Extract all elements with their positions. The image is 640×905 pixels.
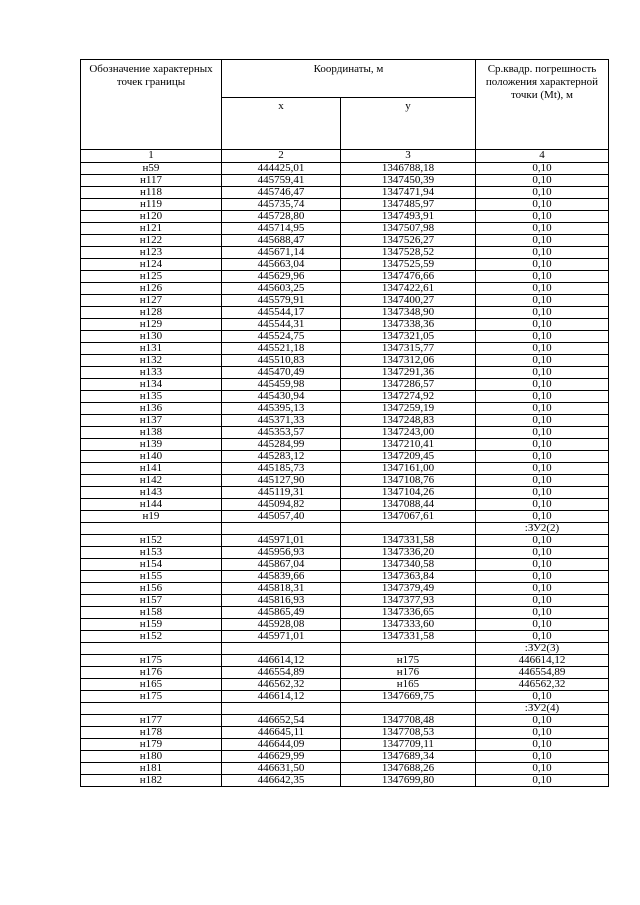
table-row xyxy=(81,187,609,199)
error-cell: 0,10 xyxy=(476,463,609,475)
point-cell: н131 xyxy=(81,343,222,355)
y-cell: 1347312,06 xyxy=(341,355,476,367)
point-cell: н153 xyxy=(81,547,222,559)
x-cell: 445746,47 xyxy=(222,187,341,199)
y-cell: 1347348,90 xyxy=(341,307,476,319)
table-row xyxy=(81,379,609,391)
x-cell: 445430,94 xyxy=(222,391,341,403)
y-cell: 1347699,80 xyxy=(341,775,476,787)
x-cell: 444425,01 xyxy=(222,163,341,175)
point-cell: н182 xyxy=(81,775,222,787)
error-cell: 0,10 xyxy=(476,355,609,367)
table-row xyxy=(81,211,609,223)
table-row xyxy=(81,415,609,427)
x-cell: 445284,99 xyxy=(222,439,341,451)
table-row xyxy=(81,559,609,571)
y-cell: 1347377,93 xyxy=(341,595,476,607)
error-cell: 0,10 xyxy=(476,427,609,439)
error-cell: 0,10 xyxy=(476,535,609,547)
error-cell: 0,10 xyxy=(476,307,609,319)
point-cell: н124 xyxy=(81,259,222,271)
error-cell: 0,10 xyxy=(476,559,609,571)
table-row xyxy=(81,691,609,703)
x-cell: 445971,01 xyxy=(222,631,341,643)
x-cell xyxy=(222,643,341,655)
error-cell: 0,10 xyxy=(476,571,609,583)
x-cell: 446614,12 xyxy=(222,691,341,703)
point-cell: н175 xyxy=(81,655,222,667)
table-row xyxy=(81,163,609,175)
column-number-4: 4 xyxy=(476,150,609,163)
section-row xyxy=(81,703,609,715)
column-number-3: 3 xyxy=(341,150,476,163)
x-cell: 445818,31 xyxy=(222,583,341,595)
table-row xyxy=(81,271,609,283)
y-cell: 1347471,94 xyxy=(341,187,476,199)
y-cell: 1347450,39 xyxy=(341,175,476,187)
point-cell: н159 xyxy=(81,619,222,631)
error-cell: 0,10 xyxy=(476,175,609,187)
point-cell: н137 xyxy=(81,415,222,427)
x-cell: 445688,47 xyxy=(222,235,341,247)
error-cell: 0,10 xyxy=(476,211,609,223)
error-cell: 0,10 xyxy=(476,259,609,271)
y-cell: 1347476,66 xyxy=(341,271,476,283)
table-row xyxy=(81,223,609,235)
point-cell: н129 xyxy=(81,319,222,331)
y-cell: 1347333,60 xyxy=(341,619,476,631)
point-cell: н141 xyxy=(81,463,222,475)
table-row xyxy=(81,427,609,439)
header-row xyxy=(81,60,609,98)
x-cell: 445839,66 xyxy=(222,571,341,583)
y-cell: 1347689,34 xyxy=(341,751,476,763)
point-cell: н139 xyxy=(81,439,222,451)
x-cell: 445521,18 xyxy=(222,343,341,355)
point-cell: н118 xyxy=(81,187,222,199)
point-cell: н136 xyxy=(81,403,222,415)
point-cell: н130 xyxy=(81,331,222,343)
error-cell: 0,10 xyxy=(476,235,609,247)
table-row xyxy=(81,259,609,271)
y-cell xyxy=(341,523,476,535)
column-number-2: 2 xyxy=(222,150,341,163)
error-cell: :ЗУ2(3) xyxy=(476,643,609,655)
error-cell: 0,10 xyxy=(476,583,609,595)
error-cell: 0,10 xyxy=(476,607,609,619)
point-cell: н128 xyxy=(81,307,222,319)
table-row xyxy=(81,583,609,595)
y-cell: 1347259,19 xyxy=(341,403,476,415)
y-cell: 1347688,26 xyxy=(341,763,476,775)
y-cell: 1347331,58 xyxy=(341,631,476,643)
x-cell: 446562,32 xyxy=(222,679,341,691)
point-cell: н133 xyxy=(81,367,222,379)
x-cell: 445956,93 xyxy=(222,547,341,559)
error-cell: 0,10 xyxy=(476,715,609,727)
point-cell: н134 xyxy=(81,379,222,391)
coordinates-table xyxy=(80,59,609,787)
y-cell: 1347709,11 xyxy=(341,739,476,751)
point-cell: н135 xyxy=(81,391,222,403)
error-cell: 0,10 xyxy=(476,391,609,403)
point-cell: н156 xyxy=(81,583,222,595)
x-cell xyxy=(222,523,341,535)
error-cell: 0,10 xyxy=(476,775,609,787)
x-cell: 445510,83 xyxy=(222,355,341,367)
y-cell: 1347340,58 xyxy=(341,559,476,571)
x-cell: 445714,95 xyxy=(222,223,341,235)
table-row xyxy=(81,595,609,607)
error-cell: 446614,12 xyxy=(476,655,609,667)
table-row xyxy=(81,679,609,691)
point-cell: н123 xyxy=(81,247,222,259)
error-cell: 0,10 xyxy=(476,163,609,175)
header-error: Ср.квадр. погрешность положения характерной точки (Mt), м xyxy=(476,60,609,150)
x-cell: 446614,12 xyxy=(222,655,341,667)
error-cell: 0,10 xyxy=(476,199,609,211)
point-cell: н125 xyxy=(81,271,222,283)
x-cell: 445928,08 xyxy=(222,619,341,631)
point-cell: н181 xyxy=(81,763,222,775)
x-cell xyxy=(222,703,341,715)
point-cell: н176 xyxy=(81,667,222,679)
table-row xyxy=(81,535,609,547)
error-cell: 0,10 xyxy=(476,343,609,355)
y-cell: 1347400,27 xyxy=(341,295,476,307)
table-row xyxy=(81,247,609,259)
point-cell: н19 xyxy=(81,511,222,523)
x-cell: 445865,49 xyxy=(222,607,341,619)
y-cell: 1347088,44 xyxy=(341,499,476,511)
table-row xyxy=(81,547,609,559)
table-row xyxy=(81,199,609,211)
point-cell: н132 xyxy=(81,355,222,367)
column-numbers-row xyxy=(81,150,609,163)
x-cell: 445283,12 xyxy=(222,451,341,463)
error-cell: 0,10 xyxy=(476,379,609,391)
column-number-1: 1 xyxy=(81,150,222,163)
error-cell: 0,10 xyxy=(476,283,609,295)
y-cell: 1347363,84 xyxy=(341,571,476,583)
y-cell xyxy=(341,703,476,715)
table-row xyxy=(81,391,609,403)
x-cell: 445971,01 xyxy=(222,535,341,547)
x-cell: 445671,14 xyxy=(222,247,341,259)
point-cell xyxy=(81,703,222,715)
y-cell: 1347331,58 xyxy=(341,535,476,547)
error-cell: 446562,32 xyxy=(476,679,609,691)
y-cell: 1347669,75 xyxy=(341,691,476,703)
point-cell: н165 xyxy=(81,679,222,691)
table-row xyxy=(81,175,609,187)
table-row xyxy=(81,295,609,307)
x-cell: 445603,25 xyxy=(222,283,341,295)
y-cell: 1347210,41 xyxy=(341,439,476,451)
point-cell xyxy=(81,643,222,655)
table-row xyxy=(81,739,609,751)
point-cell: н152 xyxy=(81,631,222,643)
table-row xyxy=(81,331,609,343)
table-row xyxy=(81,403,609,415)
y-cell: 1347321,05 xyxy=(341,331,476,343)
y-cell xyxy=(341,643,476,655)
x-cell: 446629,99 xyxy=(222,751,341,763)
y-cell: 1347291,36 xyxy=(341,367,476,379)
error-cell: 0,10 xyxy=(476,247,609,259)
y-cell: н176 xyxy=(341,667,476,679)
x-cell: 446631,50 xyxy=(222,763,341,775)
error-cell: 0,10 xyxy=(476,499,609,511)
header-y: y xyxy=(341,98,476,150)
error-cell: 0,10 xyxy=(476,727,609,739)
error-cell: 0,10 xyxy=(476,319,609,331)
x-cell: 445816,93 xyxy=(222,595,341,607)
section-row xyxy=(81,523,609,535)
error-cell: 0,10 xyxy=(476,619,609,631)
y-cell: 1347525,59 xyxy=(341,259,476,271)
point-cell: н126 xyxy=(81,283,222,295)
y-cell: 1347493,91 xyxy=(341,211,476,223)
x-cell: 446645,11 xyxy=(222,727,341,739)
table-row xyxy=(81,667,609,679)
x-cell: 445663,04 xyxy=(222,259,341,271)
table-row xyxy=(81,343,609,355)
point-cell: н178 xyxy=(81,727,222,739)
y-cell: 1347315,77 xyxy=(341,343,476,355)
point-cell: н155 xyxy=(81,571,222,583)
error-cell: 0,10 xyxy=(476,691,609,703)
point-cell: н143 xyxy=(81,487,222,499)
error-cell: 0,10 xyxy=(476,271,609,283)
y-cell: 1347526,27 xyxy=(341,235,476,247)
error-cell: 0,10 xyxy=(476,403,609,415)
table-row xyxy=(81,235,609,247)
error-cell: 0,10 xyxy=(476,739,609,751)
table-row xyxy=(81,355,609,367)
x-cell: 445867,04 xyxy=(222,559,341,571)
table-row xyxy=(81,463,609,475)
error-cell: 0,10 xyxy=(476,331,609,343)
point-cell: н175 xyxy=(81,691,222,703)
y-cell: 1347485,97 xyxy=(341,199,476,211)
error-cell: 0,10 xyxy=(476,511,609,523)
table-row xyxy=(81,619,609,631)
point-cell: н144 xyxy=(81,499,222,511)
y-cell: 1347708,53 xyxy=(341,727,476,739)
point-cell: н59 xyxy=(81,163,222,175)
y-cell: 1346788,18 xyxy=(341,163,476,175)
point-cell: н138 xyxy=(81,427,222,439)
y-cell: 1347507,98 xyxy=(341,223,476,235)
y-cell: 1347422,61 xyxy=(341,283,476,295)
point-cell: н121 xyxy=(81,223,222,235)
y-cell: 1347067,61 xyxy=(341,511,476,523)
y-cell: 1347108,76 xyxy=(341,475,476,487)
x-cell: 445127,90 xyxy=(222,475,341,487)
x-cell: 445395,13 xyxy=(222,403,341,415)
x-cell: 445459,98 xyxy=(222,379,341,391)
y-cell: 1347336,20 xyxy=(341,547,476,559)
x-cell: 446554,89 xyxy=(222,667,341,679)
y-cell: 1347528,52 xyxy=(341,247,476,259)
point-cell: н142 xyxy=(81,475,222,487)
header-point-designation: Обозначение характерных точек границы xyxy=(81,60,222,150)
table-row xyxy=(81,499,609,511)
point-cell: н119 xyxy=(81,199,222,211)
x-cell: 445185,73 xyxy=(222,463,341,475)
error-cell: :ЗУ2(4) xyxy=(476,703,609,715)
table-row xyxy=(81,631,609,643)
x-cell: 445470,49 xyxy=(222,367,341,379)
x-cell: 445353,57 xyxy=(222,427,341,439)
x-cell: 445735,74 xyxy=(222,199,341,211)
error-cell: 0,10 xyxy=(476,187,609,199)
point-cell: н158 xyxy=(81,607,222,619)
table-row xyxy=(81,283,609,295)
y-cell: 1347336,65 xyxy=(341,607,476,619)
point-cell: н154 xyxy=(81,559,222,571)
x-cell: 445524,75 xyxy=(222,331,341,343)
error-cell: :ЗУ2(2) xyxy=(476,523,609,535)
point-cell xyxy=(81,523,222,535)
x-cell: 445544,17 xyxy=(222,307,341,319)
y-cell: н165 xyxy=(341,679,476,691)
table-row xyxy=(81,715,609,727)
y-cell: 1347104,26 xyxy=(341,487,476,499)
header-x: x xyxy=(222,98,341,150)
point-cell: н117 xyxy=(81,175,222,187)
point-cell: н179 xyxy=(81,739,222,751)
table-row xyxy=(81,727,609,739)
x-cell: 446642,35 xyxy=(222,775,341,787)
y-cell: 1347243,00 xyxy=(341,427,476,439)
table-row xyxy=(81,655,609,667)
point-cell: н157 xyxy=(81,595,222,607)
error-cell: 0,10 xyxy=(476,763,609,775)
y-cell: 1347161,00 xyxy=(341,463,476,475)
x-cell: 445057,40 xyxy=(222,511,341,523)
error-cell: 0,10 xyxy=(476,751,609,763)
table-row xyxy=(81,319,609,331)
x-cell: 445119,31 xyxy=(222,487,341,499)
error-cell: 446554,89 xyxy=(476,667,609,679)
y-cell: 1347209,45 xyxy=(341,451,476,463)
x-cell: 445728,80 xyxy=(222,211,341,223)
x-cell: 445579,91 xyxy=(222,295,341,307)
table-row xyxy=(81,775,609,787)
error-cell: 0,10 xyxy=(476,631,609,643)
x-cell: 445371,33 xyxy=(222,415,341,427)
y-cell: 1347248,83 xyxy=(341,415,476,427)
point-cell: н122 xyxy=(81,235,222,247)
table-row xyxy=(81,511,609,523)
point-cell: н127 xyxy=(81,295,222,307)
error-cell: 0,10 xyxy=(476,487,609,499)
table-row xyxy=(81,487,609,499)
table-row xyxy=(81,607,609,619)
error-cell: 0,10 xyxy=(476,547,609,559)
y-cell: н175 xyxy=(341,655,476,667)
x-cell: 446644,09 xyxy=(222,739,341,751)
table-row xyxy=(81,439,609,451)
error-cell: 0,10 xyxy=(476,451,609,463)
table-row xyxy=(81,763,609,775)
section-row xyxy=(81,643,609,655)
error-cell: 0,10 xyxy=(476,439,609,451)
x-cell: 445759,41 xyxy=(222,175,341,187)
point-cell: н177 xyxy=(81,715,222,727)
error-cell: 0,10 xyxy=(476,475,609,487)
y-cell: 1347338,36 xyxy=(341,319,476,331)
x-cell: 446652,54 xyxy=(222,715,341,727)
table-row xyxy=(81,751,609,763)
point-cell: н152 xyxy=(81,535,222,547)
error-cell: 0,10 xyxy=(476,415,609,427)
x-cell: 445094,82 xyxy=(222,499,341,511)
y-cell: 1347286,57 xyxy=(341,379,476,391)
point-cell: н140 xyxy=(81,451,222,463)
error-cell: 0,10 xyxy=(476,595,609,607)
error-cell: 0,10 xyxy=(476,295,609,307)
point-cell: н180 xyxy=(81,751,222,763)
error-cell: 0,10 xyxy=(476,367,609,379)
y-cell: 1347274,92 xyxy=(341,391,476,403)
table-row xyxy=(81,307,609,319)
point-cell: н120 xyxy=(81,211,222,223)
x-cell: 445629,96 xyxy=(222,271,341,283)
table-row xyxy=(81,475,609,487)
y-cell: 1347708,48 xyxy=(341,715,476,727)
table-row xyxy=(81,571,609,583)
error-cell: 0,10 xyxy=(476,223,609,235)
table-row xyxy=(81,451,609,463)
x-cell: 445544,31 xyxy=(222,319,341,331)
header-coordinates: Координаты, м xyxy=(222,60,476,98)
y-cell: 1347379,49 xyxy=(341,583,476,595)
table-row xyxy=(81,367,609,379)
